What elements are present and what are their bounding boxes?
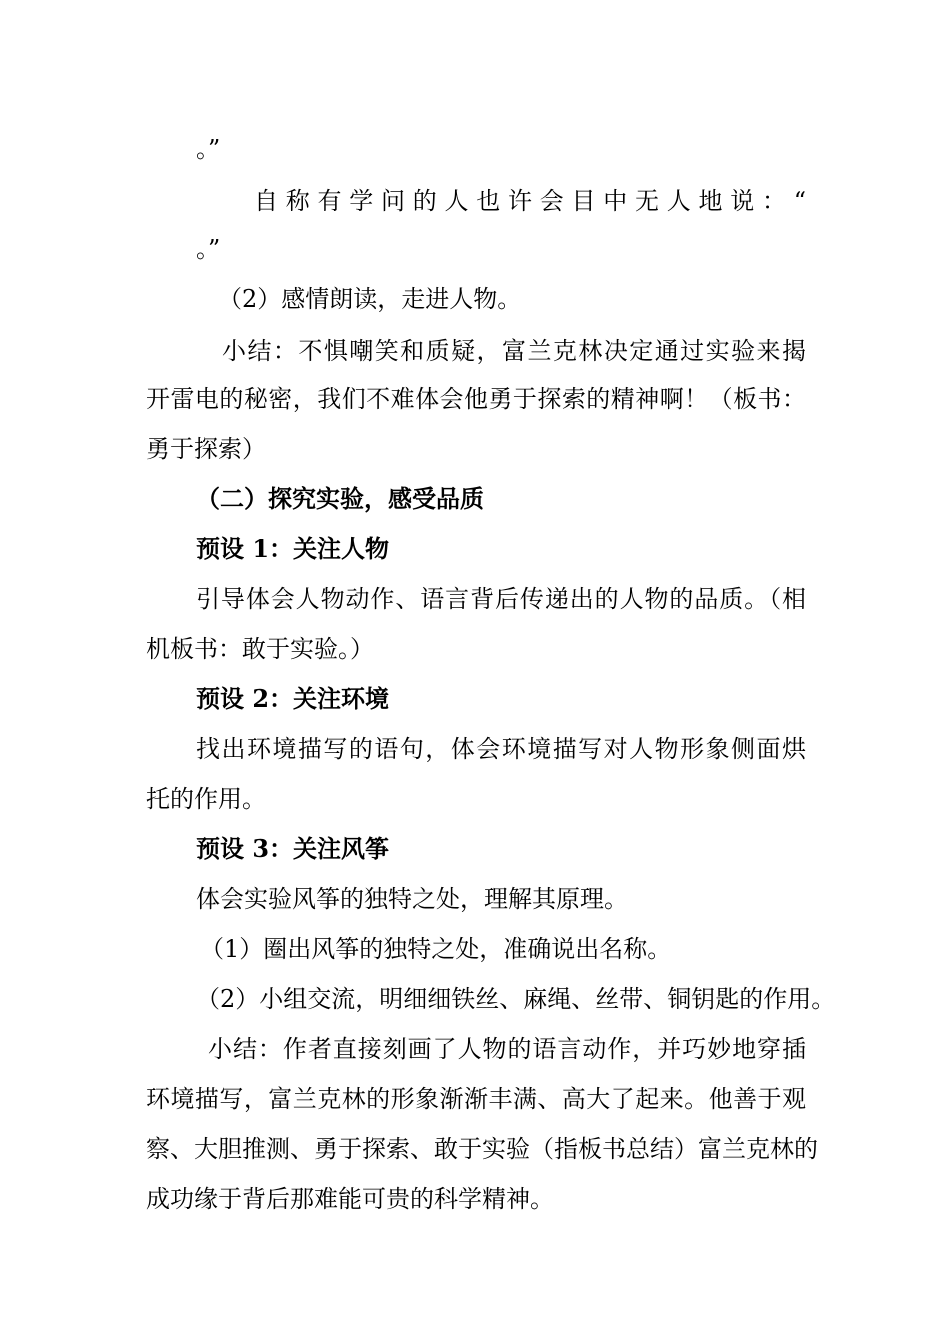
preset-3-text: 体会实验风筝的独特之处，理解其原理。 <box>196 885 628 913</box>
summary-2-line-1: 小结：作者直接刻画了人物的语言动作，并巧妙地穿插 <box>208 1035 806 1063</box>
summary-1-line-3: 勇于探索） <box>146 435 266 463</box>
preset-2-heading: 预设 2：关注环境 <box>196 684 390 713</box>
summary-2-line-4: 成功缘于背后那难能可贵的科学精神。 <box>146 1185 554 1213</box>
summary-2-line-3: 察、大胆推测、勇于探索、敢于实验（指板书总结）富兰克林的 <box>146 1135 818 1163</box>
summary-2-line-2: 环境描写，富兰克林的形象渐渐丰满、高大了起来。他善于观 <box>146 1085 806 1113</box>
preset-2-text-line-1: 找出环境描写的语句，体会环境描写对人物形象侧面烘 <box>196 735 806 763</box>
quote-intro-line: 自称有学问的人也许会目中无人地说：“ <box>254 187 806 215</box>
preset-1-text-line-2: 机板书：敢于实验。） <box>146 635 374 663</box>
preset-3-step-1: （1）圈出风筝的独特之处，准确说出名称。 <box>200 935 672 963</box>
preset-2-text-line-2: 托的作用。 <box>146 785 266 813</box>
summary-1-line-2: 开雷电的秘密，我们不难体会他勇于探索的精神啊！（板书： <box>146 385 806 413</box>
quote-end-2: 。” <box>196 235 221 263</box>
section-heading-2: （二）探究实验，感受品质 <box>196 484 484 513</box>
preset-1-text-line-1: 引导体会人物动作、语言背后传递出的人物的品质。（相 <box>196 585 806 613</box>
quote-end-1: 。” <box>196 135 221 163</box>
preset-3-heading: 预设 3：关注风筝 <box>196 834 390 863</box>
summary-1-line-1: 小结：不惧嘲笑和质疑，富兰克林决定通过实验来揭 <box>222 337 806 365</box>
step-2-emotional-reading: （2）感情朗读，走进人物。 <box>218 285 522 313</box>
preset-3-step-2: （2）小组交流，明细细铁丝、麻绳、丝带、铜钥匙的作用。 <box>196 985 836 1013</box>
preset-1-heading: 预设 1：关注人物 <box>196 534 390 563</box>
